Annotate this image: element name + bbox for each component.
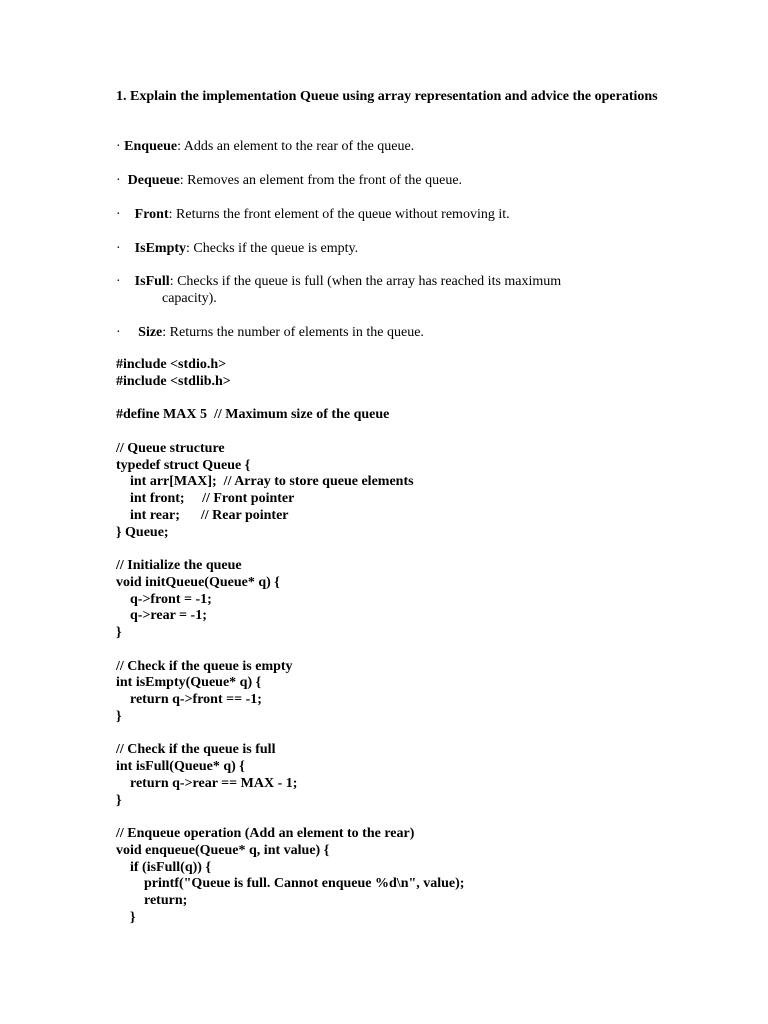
code-line: q->front = -1; — [116, 591, 212, 607]
code-line: return q->rear == MAX - 1; — [116, 775, 298, 791]
code-line: int isFull(Queue* q) { — [116, 759, 245, 774]
bullet-marker: · — [116, 139, 125, 154]
code-line — [116, 809, 464, 826]
bullet-marker: · — [116, 241, 135, 256]
operation-item-enqueue — [116, 138, 414, 155]
code-line: return; — [116, 893, 188, 908]
code-line — [116, 642, 464, 659]
bullet-marker: · — [116, 325, 139, 340]
code-line — [116, 541, 464, 558]
code-line: // Check if the queue is full — [116, 742, 276, 758]
code-line: #include <stdio.h> — [116, 357, 227, 372]
code-line: int front; // Front pointer — [116, 491, 295, 506]
code-line: printf("Queue is full. Cannot enqueue %d\n", value); — [116, 876, 465, 892]
operation-desc: : Returns the front element of the queue without removing it. — [168, 207, 510, 222]
code-line: return q->front == -1; — [116, 692, 262, 707]
code-line: } — [116, 909, 136, 925]
code-line: if (isFull(q)) { — [116, 859, 211, 875]
code-line: void initQueue(Queue* q) { — [116, 574, 280, 590]
operation-term: Dequeue — [127, 173, 180, 188]
operation-desc: : Returns the number of elements in the queue. — [162, 325, 424, 340]
operation-desc: : Checks if the queue is full (when the array has reached its maximum — [169, 274, 562, 289]
operation-item-dequeue — [116, 172, 462, 189]
code-line: #include <stdlib.h> — [116, 373, 231, 389]
code-line: int arr[MAX]; // Array to store queue elements — [116, 474, 414, 490]
code-line: void enqueue(Queue* q, int value) { — [116, 842, 330, 858]
operation-desc: : Removes an element from the front of the queue. — [179, 173, 463, 188]
code-line: int isEmpty(Queue* q) { — [116, 675, 262, 691]
operation-term: Enqueue — [124, 139, 178, 154]
code-line: // Check if the queue is empty — [116, 658, 293, 674]
code-line: } Queue; — [116, 524, 169, 540]
operation-item-isfull — [116, 273, 561, 307]
code-line — [116, 424, 464, 441]
operation-item-isempty — [116, 240, 358, 257]
code-line: #define MAX 5 // Maximum size of the queue — [116, 407, 390, 423]
code-line: // Initialize the queue — [116, 558, 242, 573]
code-line: q->rear = -1; — [116, 608, 207, 624]
operation-desc: : Checks if the queue is empty. — [186, 241, 359, 256]
code-line: } — [116, 625, 122, 640]
operation-desc-continuation: capacity). — [162, 291, 217, 306]
code-line: } — [116, 792, 122, 808]
operation-term: IsEmpty — [134, 241, 187, 256]
operation-term: Front — [134, 207, 169, 222]
bullet-marker: · — [116, 207, 135, 222]
code-block — [116, 357, 464, 927]
operation-term: Size — [138, 325, 163, 340]
code-line: } — [116, 708, 122, 724]
bullet-marker: · — [116, 173, 128, 188]
operation-desc: : Adds an element to the rear of the queue. — [177, 139, 415, 154]
code-line: // Enqueue operation (Add an element to the rear) — [116, 826, 415, 841]
bullet-marker: · — [116, 274, 135, 289]
operation-item-size — [116, 324, 424, 341]
code-line: // Queue structure — [116, 440, 225, 456]
operation-term: IsFull — [134, 274, 170, 289]
code-line — [116, 391, 464, 408]
code-line: int rear; // Rear pointer — [116, 507, 289, 523]
operation-item-front — [116, 206, 510, 223]
code-line: typedef struct Queue { — [116, 457, 251, 473]
code-line — [116, 726, 464, 743]
question-heading: 1. Explain the implementation Queue using array representation and advice the operations — [116, 89, 658, 104]
